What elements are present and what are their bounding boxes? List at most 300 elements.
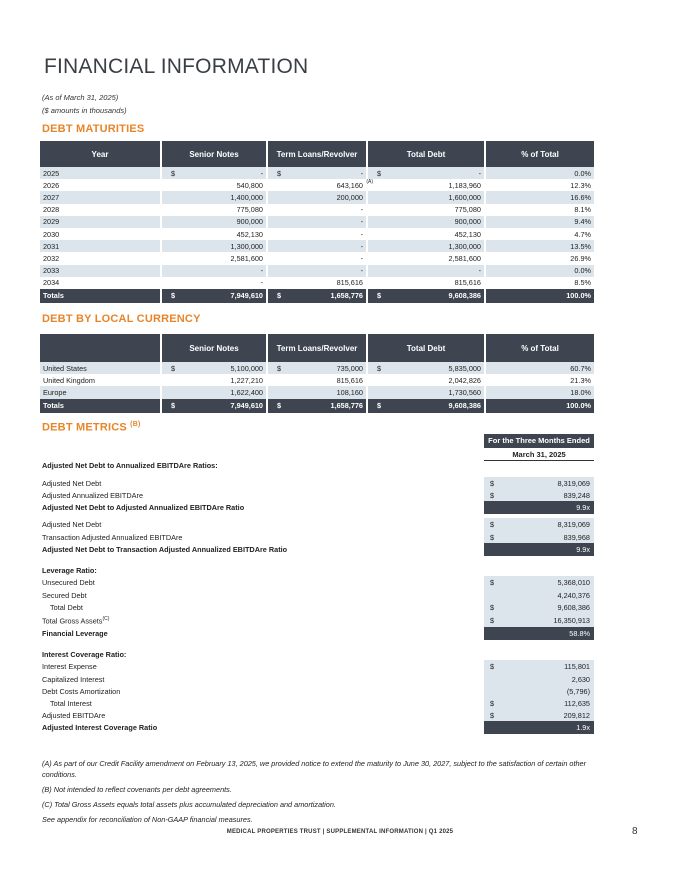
dollar-sign: $ [490, 519, 495, 529]
debt-metrics-title [42, 421, 141, 434]
money-value: - [360, 168, 363, 178]
metric-label-text: Adjusted Interest Coverage Ratio [42, 723, 158, 732]
as-of-note: (As of March 31, 2025) [42, 93, 119, 102]
money-cell [161, 216, 267, 228]
metric-value-total-debt [484, 601, 594, 614]
money-cell [267, 374, 367, 386]
money-value: 200,000 [336, 192, 363, 202]
dollar-sign: $ [171, 363, 176, 373]
table-row [40, 167, 594, 179]
pct-cell: 16.6% [485, 191, 594, 203]
dollar-sign: $ [490, 490, 495, 500]
metric-label-total-interest [50, 699, 92, 708]
amounts-note: ($ amounts in thousands) [42, 106, 127, 115]
money-cell-inner [165, 181, 263, 190]
pct-cell: 21.3% [570, 375, 591, 385]
money-value: 7,949,610 [230, 401, 263, 411]
money-cell-inner [371, 278, 481, 287]
money-cell-inner [371, 401, 481, 410]
money-cell [161, 179, 267, 191]
money-value: 9,608,386 [448, 291, 481, 301]
pct-cell: 60.7% [485, 362, 594, 374]
money-cell-inner [165, 266, 263, 275]
money-cell-inner [371, 205, 481, 214]
table-row [40, 228, 594, 240]
money-value: - [360, 205, 363, 215]
debt-maturities-title: DEBT MATURITIES [42, 123, 145, 135]
money-cell [367, 240, 485, 252]
money-value: 1,600,000 [448, 192, 481, 202]
metric-value-text: 839,968 [563, 532, 590, 542]
money-value: 643,160 (A) [336, 178, 373, 190]
metric-value-text: 4,240,376 [557, 590, 590, 600]
money-cell [367, 277, 485, 289]
money-value: 2,581,600 [448, 253, 481, 263]
money-cell [161, 191, 267, 203]
money-cell-inner [165, 364, 263, 373]
money-cell [367, 167, 485, 179]
money-value: 900,000 [454, 217, 481, 227]
table-row [40, 191, 594, 203]
metric-value-text: 9,608,386 [557, 602, 590, 612]
metric-label-text: Adjusted Net Debt to Annualized EBITDAre Ratios: [42, 461, 218, 470]
metric-value-interest-exp [484, 660, 594, 673]
metric-label-fin-leverage [42, 629, 108, 638]
metric-label-text: Adjusted Net Debt to Adjusted Annualized EBITDAre Ratio [42, 503, 245, 512]
metric-label-text: Total Gross Assets [42, 616, 103, 626]
metric-label-leverage-heading [42, 566, 97, 575]
table-row [40, 252, 594, 264]
money-value: 452,130 [236, 229, 263, 239]
money-cell-inner [165, 193, 263, 202]
money-value: 9,608,386 [448, 401, 481, 411]
money-cell-inner [165, 278, 263, 287]
header-senior-notes: Senior Notes [161, 334, 267, 362]
dollar-sign: $ [277, 291, 282, 301]
row-label: 2028 [40, 204, 161, 216]
footnote-a: (A) As part of our Credit Facility amendment on February 13, 2025, we provided notice to extend the maturity to June 30, 2027, subject to the satisfaction of certain other conditions. [42, 759, 587, 779]
money-value: - [360, 217, 363, 227]
money-cell [267, 289, 367, 303]
row-label: United States [40, 362, 161, 374]
metric-value-gross-assets [484, 614, 594, 627]
money-value: 452,130 [454, 229, 481, 239]
page-number: 8 [632, 826, 638, 837]
metric-value-adj-ann-ebitda [484, 489, 594, 502]
table-header-row [40, 141, 594, 167]
header-pct-total: % of Total [485, 141, 594, 167]
metric-label-text: Debt Costs Amortization [42, 687, 121, 696]
metric-label-text: Total Debt [50, 603, 83, 612]
money-cell [267, 216, 367, 228]
metric-value-cap-interest [484, 673, 594, 686]
money-cell [267, 228, 367, 240]
money-value: 1,658,776 [330, 401, 363, 411]
money-value: 1,300,000 [448, 241, 481, 251]
page-footer: MEDICAL PROPERTIES TRUST | SUPPLEMENTAL INFORMATION | Q1 2025 [226, 829, 454, 835]
metric-label-text: Adjusted Net Debt [42, 479, 102, 488]
dollar-sign: $ [277, 401, 282, 411]
metric-label-adj-ann-ebitda [42, 491, 143, 500]
metric-label-text: Adjusted Net Debt to Transaction Adjusted Annualized EBITDAre Ratio [42, 545, 288, 554]
table-row [40, 240, 594, 252]
metric-label-adj-ebitda [42, 711, 105, 720]
metric-value-text: 112,635 [564, 698, 590, 708]
money-cell [367, 228, 485, 240]
metric-value-text: 8,319,069 [557, 478, 590, 488]
money-cell-inner [371, 181, 481, 190]
row-label: 2029 [40, 216, 161, 228]
metric-value-text: 8,319,069 [557, 519, 590, 529]
dollar-sign: $ [490, 532, 495, 542]
header-total-debt: Total Debt [367, 141, 485, 167]
period-date: March 31, 2025 [484, 449, 594, 461]
dollar-sign: $ [490, 602, 495, 612]
metric-label-ratios-heading [42, 461, 218, 470]
metric-label-interest-exp [42, 662, 97, 671]
row-label: 2031 [40, 240, 161, 252]
money-cell [367, 204, 485, 216]
metric-value-coverage-ratio [484, 721, 594, 734]
money-cell-inner [371, 364, 481, 373]
dollar-sign: $ [490, 577, 495, 587]
metric-value-text: 16,350,913 [553, 615, 590, 625]
money-cell [267, 399, 367, 413]
metric-label-text: Secured Debt [42, 591, 87, 600]
metric-label-gross-assets [42, 616, 109, 625]
pct-cell: 26.9% [570, 253, 591, 263]
money-cell-inner [371, 193, 481, 202]
money-value: 815,616 [336, 278, 363, 288]
debt-by-currency-title: DEBT BY LOCAL CURRENCY [42, 313, 201, 325]
money-cell [267, 265, 367, 277]
money-cell-inner [165, 205, 263, 214]
metric-value-secured [484, 589, 594, 602]
money-value: - [260, 278, 263, 288]
money-cell [367, 289, 485, 303]
money-value: - [478, 266, 481, 276]
metric-label-ratio-1 [42, 503, 244, 512]
money-value: 775,080 [454, 205, 481, 215]
totals-pct: 100.0% [485, 289, 594, 303]
money-cell [267, 191, 367, 203]
money-cell-inner [271, 217, 363, 226]
row-label: 2030 [40, 228, 161, 240]
table-row [40, 277, 594, 289]
metric-value-txn-ann-ebitda [484, 531, 594, 544]
money-cell [267, 386, 367, 398]
money-value: 2,581,600 [230, 253, 263, 263]
debt-metrics-title-text: DEBT METRICS [42, 421, 127, 434]
footnote-a-mark: (A) [366, 178, 373, 185]
table-row [40, 374, 594, 386]
metric-label-total-debt [50, 603, 83, 612]
money-value: - [260, 168, 263, 178]
metric-value-text: 115,801 [564, 661, 590, 671]
dollar-sign: $ [171, 401, 176, 411]
metric-label-text: Leverage Ratio: [42, 566, 97, 575]
money-value: 5,835,000 [448, 363, 481, 373]
money-value: 5,100,000 [230, 363, 263, 373]
metric-label-txn-ann-ebitda [42, 533, 182, 542]
pct-cell: 9.4% [485, 216, 594, 228]
dollar-sign: $ [490, 698, 495, 708]
pct-cell: 8.1% [574, 205, 591, 215]
money-cell-inner [371, 217, 481, 226]
money-cell-inner [371, 254, 481, 263]
pct-cell: 0.0% [485, 265, 594, 277]
money-value: 540,800 [236, 180, 263, 190]
debt-by-currency-table [40, 334, 594, 413]
money-cell-inner [271, 230, 363, 239]
money-cell-inner [271, 388, 363, 397]
dollar-sign: $ [171, 168, 176, 178]
row-label: United Kingdom [40, 374, 161, 386]
money-value: 900,000 [236, 217, 263, 227]
money-cell [267, 252, 367, 264]
dollar-sign: $ [490, 710, 495, 720]
dollar-sign: $ [490, 615, 495, 625]
totals-pct: 100.0% [485, 399, 594, 413]
money-cell-inner [271, 178, 373, 190]
dollar-sign: $ [377, 363, 382, 373]
metric-value-adj-net-debt-2 [484, 518, 594, 531]
row-label: 2026 [40, 179, 161, 191]
dollar-sign: $ [377, 401, 382, 411]
row-label: 2025 [40, 167, 161, 179]
money-cell [367, 399, 485, 413]
header-senior-notes: Senior Notes [161, 141, 267, 167]
money-value: 775,080 [236, 205, 263, 215]
money-cell-inner [165, 230, 263, 239]
money-value: 1,227,210 [230, 375, 263, 385]
pct-cell: 4.7% [574, 229, 591, 239]
metric-label-debt-amort [42, 687, 120, 696]
pct-cell: 13.5% [485, 240, 594, 252]
totals-label: Totals [40, 289, 161, 303]
footnote-b: (B) Not intended to reflect covenants per debt agreements. [42, 785, 232, 794]
metric-value-text: 5,368,010 [557, 577, 590, 587]
pct-cell: 0.0% [485, 167, 594, 179]
row-label: 2034 [40, 277, 161, 289]
money-value: - [360, 266, 363, 276]
metric-label-text: Total Interest [50, 699, 92, 708]
footnote-c: (C) Total Gross Assets equals total assets plus accumulated depreciation and amortization. [42, 800, 336, 809]
header-term-loans: Term Loans/Revolver [267, 141, 367, 167]
money-value: 735,000 [336, 363, 363, 373]
money-cell [367, 216, 485, 228]
metric-label-text: Adjusted Annualized EBITDAre [42, 491, 143, 500]
money-cell-inner [165, 291, 263, 300]
metric-label-secured [42, 591, 87, 600]
money-cell-inner [271, 291, 363, 300]
debt-maturities-table [40, 141, 594, 303]
metric-value-adj-ebitda [484, 709, 594, 722]
money-cell-inner [271, 242, 363, 251]
money-value: - [478, 168, 481, 178]
row-label: 2033 [40, 265, 161, 277]
metric-label-adj-net-debt-1 [42, 479, 101, 488]
header-blank [40, 334, 161, 362]
money-cell-inner [271, 193, 363, 202]
money-value: - [260, 266, 263, 276]
money-cell [267, 362, 367, 374]
money-value: 1,183,960 [448, 180, 481, 190]
metric-value-text: 2,630 [571, 674, 590, 684]
metric-value-text: 839,248 [563, 490, 590, 500]
money-cell-inner [165, 401, 263, 410]
table-row [40, 204, 594, 216]
money-cell-inner [371, 291, 481, 300]
metric-value-fin-leverage [484, 627, 594, 640]
money-cell [267, 178, 373, 191]
money-cell [161, 252, 267, 264]
header-pct-total: % of Total [485, 334, 594, 362]
money-cell [267, 240, 367, 252]
table-row [40, 362, 594, 374]
money-cell-inner [165, 254, 263, 263]
dollar-sign: $ [277, 363, 282, 373]
money-cell [161, 289, 267, 303]
money-cell [367, 374, 485, 386]
header-total-debt: Total Debt [367, 334, 485, 362]
dollar-sign: $ [377, 291, 382, 301]
footnote-c-mark: (C) [102, 616, 110, 622]
money-value: 815,616 [336, 375, 363, 385]
money-cell [161, 167, 267, 179]
money-cell [161, 399, 267, 413]
dollar-sign: $ [277, 168, 282, 178]
footnote-d: See appendix for reconciliation of Non-GAAP financial measures. [42, 815, 253, 824]
money-cell-inner [371, 376, 481, 385]
metric-label-adj-net-debt-2 [42, 520, 101, 529]
money-cell-inner [165, 169, 263, 178]
money-cell-inner [271, 266, 363, 275]
money-cell [367, 362, 485, 374]
row-label: 2027 [40, 191, 161, 203]
money-cell [161, 204, 267, 216]
metric-value-ratio-1 [484, 501, 594, 514]
metric-value-total-interest [484, 697, 594, 710]
money-value: 1,400,000 [230, 192, 263, 202]
money-cell [367, 179, 485, 191]
money-value: 1,730,560 [448, 387, 481, 397]
money-value: - [360, 253, 363, 263]
dollar-sign: $ [377, 168, 382, 178]
money-value: 108,160 [336, 387, 363, 397]
metric-label-coverage-heading [42, 650, 126, 659]
metric-value-text: 9.9x [576, 544, 590, 554]
metric-label-text: Transaction Adjusted Annualized EBITDAre [42, 533, 183, 542]
table-row [40, 265, 594, 277]
metric-label-text: Adjusted Net Debt [42, 520, 102, 529]
money-value: - [360, 241, 363, 251]
money-cell [367, 386, 485, 398]
money-cell [161, 277, 267, 289]
metric-value-ratio-2 [484, 543, 594, 556]
pct-cell: 18.0% [485, 386, 594, 398]
money-cell [267, 167, 367, 179]
metric-label-unsecured [42, 578, 95, 587]
money-cell [367, 191, 485, 203]
totals-label: Totals [40, 399, 161, 413]
metric-value-adj-net-debt-1 [484, 477, 594, 490]
metric-label-text: Adjusted EBITDAre [42, 711, 106, 720]
row-label: 2032 [40, 252, 161, 264]
metric-label-coverage-ratio [42, 723, 157, 732]
metric-value-text: 1.9x [576, 722, 590, 732]
totals-row [40, 289, 594, 303]
metric-label-text: Financial Leverage [42, 629, 108, 638]
row-label: Europe [40, 386, 161, 398]
money-cell-inner [271, 401, 363, 410]
money-cell-inner [271, 278, 363, 287]
table-row [40, 179, 594, 191]
money-cell-inner [371, 266, 481, 275]
metric-value-text: 209,812 [563, 710, 590, 720]
pct-cell: 8.5% [574, 278, 591, 288]
money-cell [267, 204, 367, 216]
metric-value-text: (5,796) [566, 686, 590, 696]
metric-value-text: 58.8% [569, 628, 590, 638]
debt-metrics-note: (B) [130, 421, 141, 428]
metric-value-unsecured [484, 576, 594, 589]
totals-row [40, 399, 594, 413]
table-row [40, 216, 594, 228]
dollar-sign: $ [490, 478, 495, 488]
metric-value-debt-amort [484, 685, 594, 698]
metric-label-text: Unsecured Debt [42, 578, 95, 587]
money-value: 1,300,000 [230, 241, 263, 251]
money-cell-inner [165, 376, 263, 385]
money-cell-inner [271, 169, 363, 178]
money-cell [161, 228, 267, 240]
header-year: Year [40, 141, 161, 167]
money-cell [161, 240, 267, 252]
money-cell [161, 386, 267, 398]
money-cell [161, 374, 267, 386]
money-cell-inner [371, 230, 481, 239]
metric-label-ratio-2 [42, 545, 287, 554]
metric-label-cap-interest [42, 675, 104, 684]
money-value: - [360, 229, 363, 239]
money-cell-inner [165, 388, 263, 397]
money-cell [267, 277, 367, 289]
header-term-loans: Term Loans/Revolver [267, 334, 367, 362]
money-value: 1,622,400 [230, 387, 263, 397]
metric-value-text: 9.9x [576, 502, 590, 512]
money-cell-inner [371, 242, 481, 251]
money-cell [161, 362, 267, 374]
table-row [40, 386, 594, 398]
money-value: 7,949,610 [230, 291, 263, 301]
money-cell-inner [165, 242, 263, 251]
metric-label-text: Interest Coverage Ratio: [42, 650, 127, 659]
money-value: 1,658,776 [330, 291, 363, 301]
pct-cell: 12.3% [570, 180, 591, 190]
dollar-sign: $ [171, 291, 176, 301]
money-value: 815,616 [454, 278, 481, 288]
money-cell-inner [371, 388, 481, 397]
money-cell-inner [165, 217, 263, 226]
page-title: FINANCIAL INFORMATION [44, 55, 309, 78]
money-cell [367, 252, 485, 264]
period-header: For the Three Months Ended [484, 434, 594, 448]
money-cell [367, 265, 485, 277]
metric-label-text: Capitalized Interest [42, 675, 105, 684]
money-cell-inner [271, 364, 363, 373]
money-cell-inner [271, 254, 363, 263]
